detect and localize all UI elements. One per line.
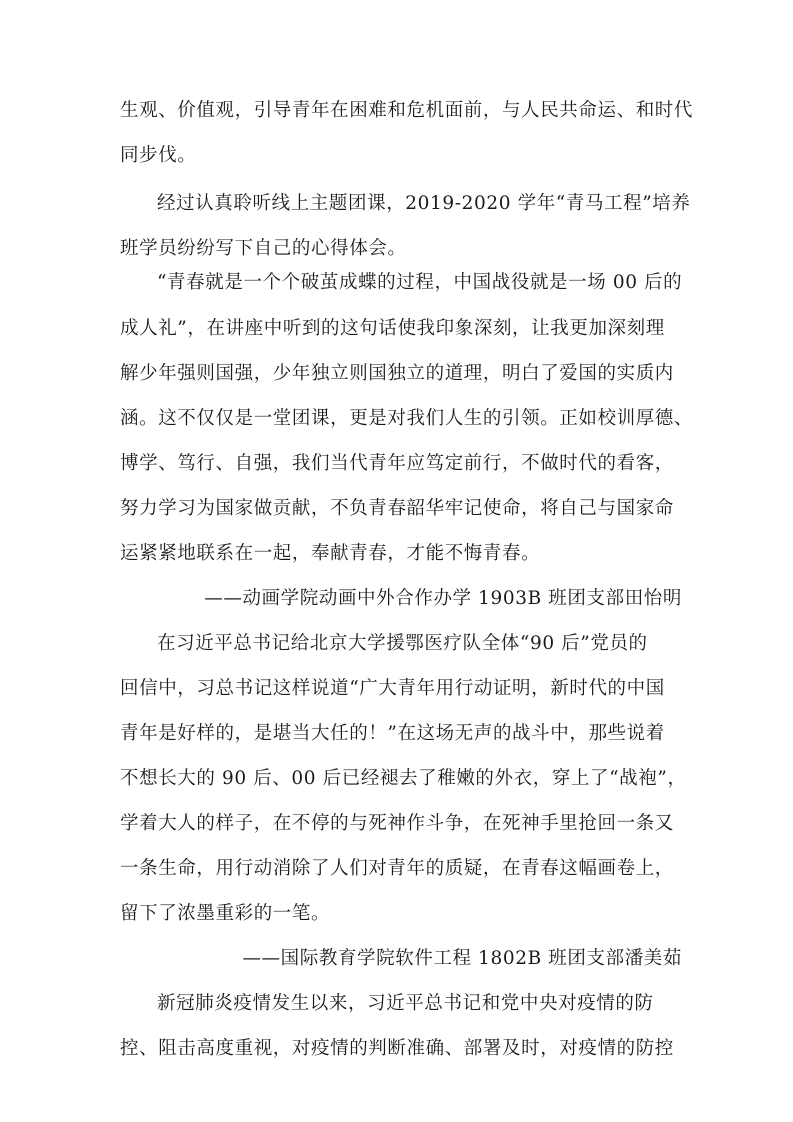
text-line: 班学员纷纷写下自己的心得体会。	[120, 238, 407, 259]
attribution-line: ——国际教育学院软件工程 1802B 班团支部潘美茹	[242, 948, 682, 969]
text-line: 回信中，习总书记这样说道“广大青年用行动证明，新时代的中国	[120, 678, 665, 699]
text-line: 同步伐。	[120, 145, 197, 166]
text-line: 控、阻击高度重视，对疫情的判断准确、部署及时，对疫情的防控	[120, 1038, 674, 1059]
text-line: 涵。这不仅仅是一堂团课，更是对我们人生的引领。正如校训厚德、	[120, 408, 694, 429]
text-line: 运紧紧地联系在一起，奉献青春，才能不悔青春。	[120, 543, 541, 564]
text-line: 新冠肺炎疫情发生以来，习近平总书记和党中央对疫情的防	[157, 993, 654, 1014]
text-line: 成人礼”，在讲座中听到的这句话使我印象深刻，让我更加深刻理	[120, 318, 665, 339]
attribution-line: ——动画学院动画中外合作办学 1903B 班团支部田怡明	[204, 588, 682, 609]
text-line: 青年是好样的，是堪当大任的！”在这场无声的战斗中，那些说着	[120, 723, 665, 744]
text-line: 经过认真聆听线上主题团课，2019-2020 学年“青马工程”培养	[157, 193, 691, 214]
text-line: “青春就是一个个破茧成蝶的过程，中国战役就是一场 00 后的	[157, 272, 683, 293]
text-line: 在习近平总书记给北京大学援鄂医疗队全体“90 后”党员的	[157, 633, 648, 654]
text-line: 不想长大的 90 后、00 后已经褪去了稚嫩的外衣，穿上了“战袍”，	[120, 768, 687, 789]
text-line: 留下了浓墨重彩的一笔。	[120, 903, 331, 924]
text-line: 一条生命，用行动消除了人们对青年的质疑，在青春这幅画卷上，	[120, 858, 674, 879]
text-line: 学着大人的样子，在不停的与死神作斗争，在死神手里抢回一条又	[120, 813, 674, 834]
text-line: 努力学习为国家做贡献，不负青春韶华牢记使命，将自己与国家命	[120, 498, 674, 519]
text-line: 博学、笃行、自强，我们当代青年应笃定前行，不做时代的看客，	[120, 453, 674, 474]
text-line: 生观、价值观，引导青年在困难和危机面前，与人民共命运、和时代	[120, 100, 694, 121]
text-line: 解少年强则国强，少年独立则国独立的道理，明白了爱国的实质内	[120, 363, 674, 384]
